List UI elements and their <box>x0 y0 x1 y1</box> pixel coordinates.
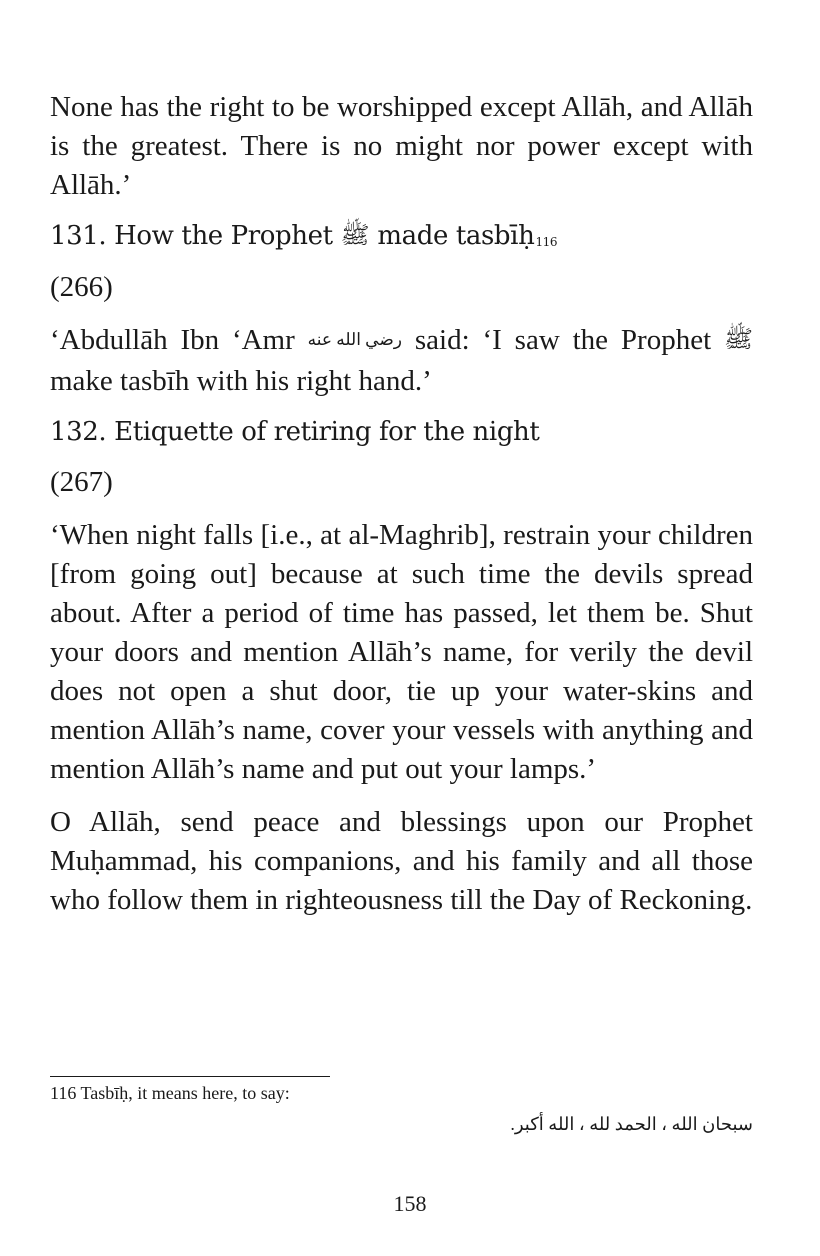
footnote-area <box>50 1076 753 1139</box>
heading-131-text-start: 131. How the Prophet <box>50 221 341 251</box>
hadith-266-part2: said: ‘I saw the Prophet <box>402 324 724 356</box>
intro-paragraph: None has the right to be worshipped except Allāh, and Allāh is the greatest. There is no might nor power except with Allāh.’ <box>50 91 753 201</box>
footnote-arabic-phrase: سبحان الله ، الحمد لله ، الله أكبر. <box>510 1114 753 1134</box>
prophet-honorific-icon: ﷺ <box>340 221 370 249</box>
page-number: 158 <box>393 1191 427 1216</box>
prophet-honorific-icon: ﷺ <box>724 326 753 353</box>
page-body <box>50 88 753 920</box>
companion-honorific-icon: رضي الله عنه <box>307 329 402 349</box>
hadith-266-text <box>50 321 753 401</box>
footnote-reference-116[interactable]: 116 <box>535 235 558 249</box>
hadith-number-266: (266) <box>50 271 113 303</box>
footnote-116: 116 Tasbīḥ, it means here, to say: <box>50 1083 290 1103</box>
footnote-divider <box>50 1076 330 1077</box>
hadith-266-part1: ‘Abdullāh Ibn ‘Amr <box>50 324 308 356</box>
section-132-heading: 132. Etiquette of retiring for the night <box>50 416 540 447</box>
heading-131-text-end: made tasbīḥ <box>369 221 535 251</box>
hadith-266-part3: make tasbīh with his right hand.’ <box>50 364 432 397</box>
hadith-number-267: (267) <box>50 465 113 498</box>
hadith-267-text: ‘When night falls [i.e., at al-Maghrib], restrain your children [from going out] because at such time the devils spread about. After a period of time has passed, let them be. Shut your doors and mention Allāh’s name, for verily the devil does not open a shut door, tie up your water-skins and mention Allāh’s name, cover your vessels with anything and mention Allāh’s name and put out your lamps.’ <box>50 518 753 785</box>
closing-supplication: O Allāh, send peace and blessings upon our Prophet Muḥammad, his companions, and his family and all those who follow them in righteousness till the Day of Reckoning. <box>50 805 753 916</box>
section-131-heading <box>50 217 753 256</box>
